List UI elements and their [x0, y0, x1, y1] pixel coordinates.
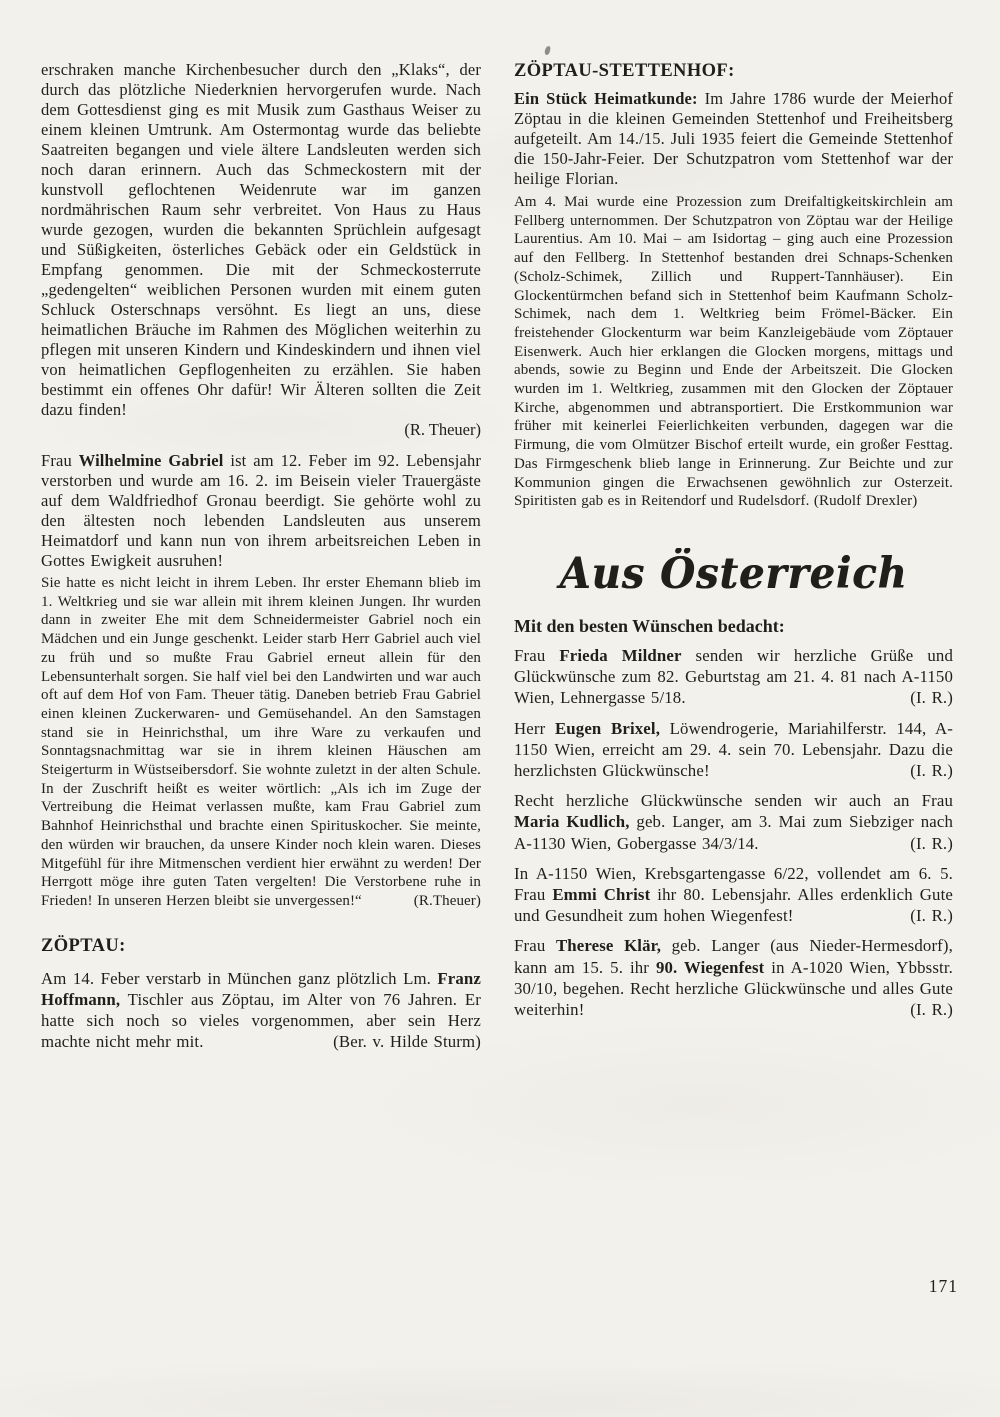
greeting-kudlich — [514, 790, 953, 854]
greeting-mildner — [514, 645, 953, 709]
greeting-text: Recht herzliche Glückwünsche senden wir auch an Frau — [514, 791, 953, 811]
paragraph-lead: Ein Stück Heimatkunde: — [514, 89, 698, 108]
section-heading-zoeptau: ZÖPTAU: — [41, 935, 126, 956]
greeting-signature: (I. R.) — [910, 760, 953, 780]
reporter-signature: (Ber. v. Hilde Sturm) — [333, 1032, 481, 1052]
greeting-text: in A-1020 Wien, Ybbsstr. 30/10, begehen. Recht herzliche Glückwünsche und alles Gute weiterhin! — [514, 957, 953, 1019]
greeting-signature: (I. R.) — [910, 833, 953, 853]
deceased-name: Franz Hoffmann, — [41, 968, 481, 1009]
greeting-highlight: 90. Wiegenfest — [655, 957, 765, 977]
greeting-text: senden wir herzliche Grüße und Glückwünsche zum 82. Geburtstag am 21. 4. 81 nach A-1150 Wien, Lehnergasse 5/18. — [514, 645, 953, 708]
heimatkunde-paragraph — [514, 89, 953, 189]
obituary-detail-text: Sie hatte es nicht leicht in ihrem Leben. Ihr erster Ehemann blieb im 1. Weltkrieg und sie war allein mit ihrem kleinen Jungen. Ihr wurden dann in zweiter Ehe mit dem Schneidermeister Gabriel noch ein Mädchen und ein Junge geschenkt. Leider starb Herr Gabriel auch viel zu früh und so mußte Frau Gabriel erneut allein für den Lebensunterhalt sorgen. Sie half viel bei den Landwirten und war auch oft auf dem Hof von Fam. Theuer tätig. Daneben betrieb Frau Gabriel einen kleinen Zuckerwaren- und Gemüsehandel. An den Samstagen stand sie in Heinrichsthal, um ihre Ware zu verkaufen und Sonntagsnachmittag war sie in ihrem kleinen Häuschen am Steigerturm in Wüstseibersdorf. Sie wohnte zuletzt in der alten Schule. In der Zuschrift heißt es weiter wörtlich: „Als ich im Zuge der Vertreibung die Heimat verlassen mußte, kam Frau Gabriel zum Bahnhof Heinrichsthal und brachte einen Spirituskocher. Sie meinte, den würden wir brauchen, da unsere Kinder noch klein waren. Dieses Mitgefühl für ihre Mitmenschen verdient hier erwähnt zu werden! Der Herrgott möge ihre guten Taten vergelten! Die Verstorbene ruhe in Frieden! In unseren Herzen bleibt sie unvergessen!“ — [41, 575, 481, 909]
greeting-name: Emmi Christ — [552, 884, 651, 904]
obituary-text: Am 14. Feber verstarb in München ganz plötzlich Lm. — [41, 968, 438, 988]
page-number: 171 — [928, 1276, 958, 1296]
page-content — [41, 60, 953, 1061]
obituary-hoffmann-paragraph — [41, 968, 481, 1053]
greeting-text: Frau — [514, 645, 560, 665]
section-heading-zoeptau-stettenhof: ZÖPTAU-STETTENHOF: — [514, 61, 735, 81]
greeting-text: Frau — [514, 936, 556, 956]
left-column — [41, 60, 481, 1061]
wishes-heading: Mit den besten Wünschen bedacht: — [514, 615, 785, 636]
greeting-text: Löwendrogerie, Mariahilferstr. 144, A-1150 Wien, erreicht am 29. 4. sein 70. Lebensjahr. Dazu die herzlichsten Glückwünsche! — [514, 718, 954, 780]
greeting-name: Eugen Brixel, — [554, 718, 661, 738]
paragraph-text: Im Jahre 1786 wurde der Meierhof Zöptau in die kleinen Gemeinden Stettenhof und Freiheitsberg aufgeteilt. Am 14./15. Juli 1935 feiert die Gemeinde Stettenhof die 150-Jahr-Feier. Der Schutzpatron vom Stettenhof war der heilige Florian. — [514, 89, 953, 188]
author-signature: (R.Theuer) — [413, 892, 481, 909]
deceased-name: Wilhelmine Gabriel — [78, 451, 224, 470]
greeting-brixel — [514, 718, 953, 782]
aus-oesterreich-heading: Aus Österreich — [559, 548, 908, 599]
greeting-name: Therese Klär, — [555, 936, 662, 956]
greeting-text: In A-1150 Wien, Krebsgartengasse 6/22, vollendet am 6. 5. Frau — [514, 863, 953, 904]
greeting-klaer — [514, 935, 953, 1020]
obituary-text: Tischler aus Zöptau, im Alter von 76 Jahren. Er hatte sich noch so vieles vorgenommen, aber sein Herz machte nicht mehr mit. — [41, 989, 481, 1052]
greeting-text: geb. Langer (aus Nieder-Hermesdorf), kann am 15. 5. ihr — [514, 936, 954, 977]
greeting-name: Maria Kudlich, — [514, 812, 630, 832]
greeting-text: Herr — [514, 718, 555, 738]
obituary-gabriel-paragraph — [41, 451, 481, 571]
right-column — [514, 60, 953, 1061]
scan-artifact — [544, 46, 551, 56]
greeting-name: Frieda Mildner — [559, 645, 682, 665]
obituary-gabriel-detail — [41, 574, 481, 911]
greeting-christ — [514, 863, 953, 927]
stettenhof-detail-paragraph: Am 4. Mai wurde eine Prozession zum Dreifaltigkeitskirchlein am Fellberg unternommen. Der Schutzpatron von Zöptau war der Heilige Laurentius. Am 10. Mai – am Isidortag – ging auch eine Prozession auf den Fellberg. In Stettenhof bestanden drei Schnaps-Schenken (Scholz-Schimek, Zillich und Ruppert-Tannhäuser). Ein Glockentürmchen befand sich in Stettenhof beim Kaufmann Scholz-Schimek, nach dem 1. Weltkrieg beim Frömel-Bäcker. Ein freistehender Glockenturm war beim Kanzleigebäude vom Zöptauer Eisenwerk. Auch hier erklangen die Glocken morgens, mittags und abends, sowie zu Beginn und Ende der Arbeitszeit. Die Glocken wurden im 1. Weltkrieg, zusammen mit den Glocken der Zöptauer Kirche, abgenommen und abtransportiert. Die Erstkommunion war früher mit keinerlei Feierlichkeiten verbunden, dagegen war die Firmung, die vom Olmützer Bischof erteilt wurde, ein großer Festtag. Das Firmgeschenk blieb lange in Erinnerung. Zur Beichte und zur Kommunion gingen die Erwachsenen gewöhnlich zur Osterzeit. Spiritisten gab es in Reitendorf und Rudelsdorf. (Rudolf Drexler) — [514, 194, 953, 510]
greeting-signature: (I. R.) — [910, 688, 953, 708]
greeting-signature: (I. R.) — [910, 906, 953, 926]
greeting-signature: (I. R.) — [910, 1000, 953, 1019]
obituary-text: Frau — [41, 451, 79, 470]
author-signature: (R. Theuer) — [404, 420, 481, 439]
greeting-text: ihr 80. Lebensjahr. Alles erdenklich Gute und Gesundheit zum hohen Wiegenfest! — [514, 884, 953, 926]
obituary-text: ist am 12. Feber im 92. Lebensjahr verstorben und wurde am 16. 2. im Beisein vieler Trauergäste auf dem Waldfriedhof Gronau beerdigt. Sie gehörte wohl zu den ältesten noch lebenden Landsleuten aus unserem Heimatdorf und kann nun von ihrem arbeitsreichen Leben in Gottes Ewigkeit ausruhen! — [41, 451, 482, 570]
article-continuation-paragraph: erschraken manche Kirchenbesucher durch den „Klaks“, der durch das plötzliche Niederknien hervorgerufen wurde. Nach dem Gottesdienst ging es mit Musik zum Gasthaus Weiser zu einem kleinen Umtrunk. Am Ostermontag wurde das beliebte Saatreiten begangen und viele ältere Landsleuten werden sich noch daran erinnern. Auch das Schmeckostern mit der kunstvoll geflochtenen Weidenrute war im ganzen nordmährischen Raum sehr verbreitet. Von Haus zu Haus wurde gezogen, wurden die bekannten Sprüchlein aufgesagt und Süßigkeiten, österliches Gebäck oder ein Geldstück in Empfang genommen. Die mit der Schmeckosterrute „gedengelten“ weiblichen Personen wurden mit einem guten Schluck Osterschnaps versöhnt. Es liegt an uns, diese heimatlichen Bräuche im Rahmen des Möglichen weiterhin zu pflegen mit unseren Kindern und Kindeskindern und ihnen viel von heimatlichen Gepflogenheiten zu erzählen. Sie haben bestimmt ein offenes Ohr dafür! Wir Älteren sollten die Zeit dazu finden! — [41, 60, 481, 419]
greeting-text: geb. Langer, am 3. Mai zum Siebziger nach A-1130 Wien, Gobergasse 34/3/14. — [514, 812, 953, 853]
